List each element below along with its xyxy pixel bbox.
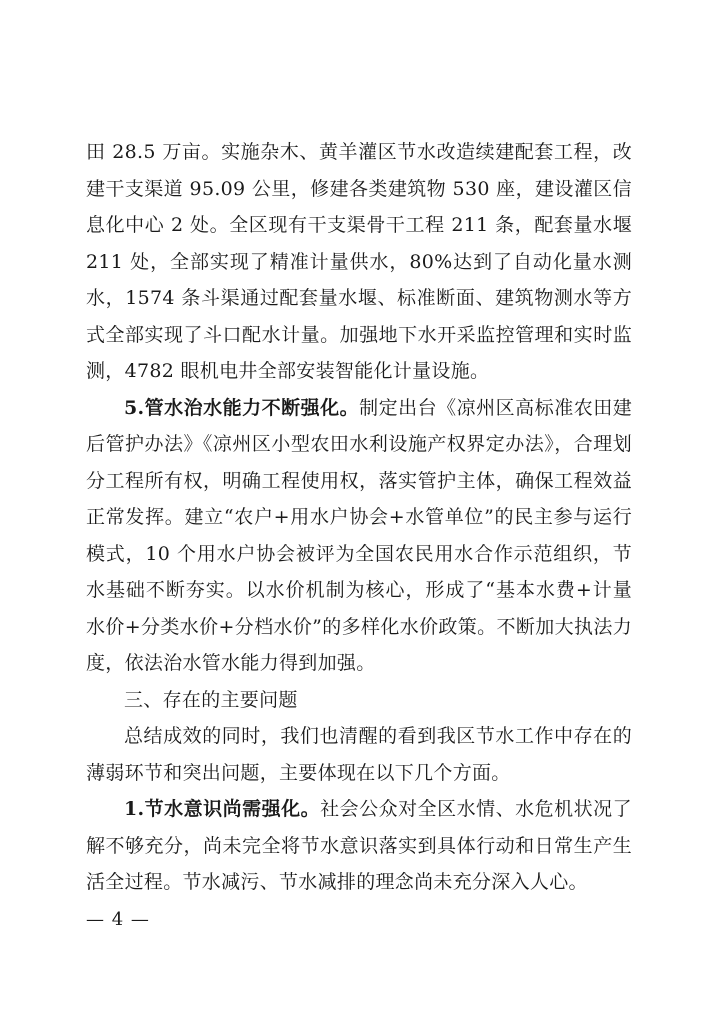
- section-heading-main-problems: [86, 682, 632, 719]
- paragraph-text: 田 28.5 万亩。实施杂木、黄羊灌区节水改造续建配套工程，改建干支渠道 95.09 公里，修建各类建筑物 530 座，建设灌区信息化中心 2 处。全区现有干支渠骨干工程 211 条，配套量水堰 211 处，全部实现了精准计量供水，80%达到了自动化量水测水，1574 条斗渠通过配套量水堰、标准断面、建筑物测水等方式全部实现了斗口配水计量。加强地下水开采监控管理和实时监测，4782 眼机电井全部安装智能化计量设施。: [86, 141, 632, 382]
- document-body: [86, 134, 632, 901]
- paragraph-lead-heading: 5.管水治水能力不断强化。: [124, 396, 360, 419]
- paragraph-irrigation-metering: [86, 134, 632, 390]
- paragraph-problems-intro: [86, 718, 632, 791]
- paragraph-text: 社会公众对全区水情、水危机状况了解不够充分，尚未完全将节水意识落实到具体行动和日常生产生活全过程。节水减污、节水减排的理念尚未充分深入人心。: [86, 798, 632, 893]
- heading-text: 三、存在的主要问题: [124, 688, 298, 711]
- paragraph-water-management-capacity: [86, 390, 632, 682]
- paragraph-text: 总结成效的同时，我们也清醒的看到我区节水工作中存在的薄弱环节和突出问题，主要体现在以下几个方面。: [86, 725, 632, 784]
- page-number: — 4 —: [86, 909, 150, 930]
- paragraph-water-saving-awareness: [86, 791, 632, 901]
- paragraph-text: 制定出台《凉州区高标准农田建后管护办法》《凉州区小型农田水利设施产权界定办法》，合理划分工程所有权，明确工程使用权，落实管护主体，确保工程效益正常发挥。建立“农户+用水户协会+水管单位”的民主参与运行模式，10 个用水户协会被评为全国农民用水合作示范组织，节水基础不断夯实。以水价机制为核心，形成了“基本水费+计量水价+分类水价+分档水价”的多样化水价政策。不断加大执法力度，依法治水管水能力得到加强。: [86, 396, 632, 674]
- paragraph-lead-heading: 1.节水意识尚需强化。: [124, 798, 321, 820]
